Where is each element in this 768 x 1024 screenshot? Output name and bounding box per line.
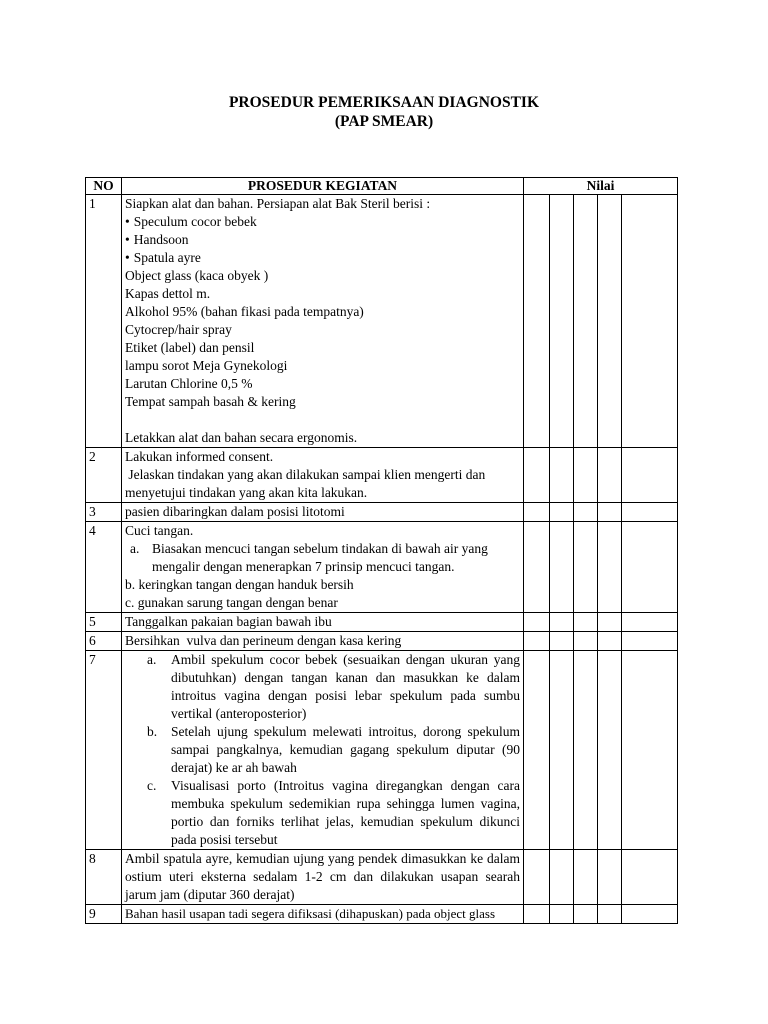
score-cell[interactable] bbox=[598, 503, 622, 522]
score-cell[interactable] bbox=[524, 522, 550, 613]
procedure-cell bbox=[122, 503, 524, 522]
sub-item bbox=[125, 540, 520, 576]
score-cell[interactable] bbox=[574, 850, 598, 905]
score-cell[interactable] bbox=[524, 905, 550, 924]
table-row bbox=[86, 905, 678, 924]
score-cell[interactable] bbox=[574, 905, 598, 924]
score-cell[interactable] bbox=[524, 195, 550, 448]
score-cell[interactable] bbox=[598, 448, 622, 503]
procedure-line: Lakukan informed consent. bbox=[125, 449, 274, 464]
table-header-row bbox=[86, 178, 678, 195]
score-cell[interactable] bbox=[622, 905, 678, 924]
procedure-line: Bersihkan vulva dan perineum dengan kasa kering bbox=[125, 633, 402, 648]
procedure-line: lampu sorot Meja Gynekologi bbox=[125, 358, 288, 373]
score-cell[interactable] bbox=[550, 632, 574, 651]
procedure-line: Etiket (label) dan pensil bbox=[125, 340, 255, 355]
header-no: NO bbox=[86, 178, 122, 195]
score-cell[interactable] bbox=[550, 195, 574, 448]
procedure-line: Siapkan alat dan bahan. Persiapan alat Bak Steril berisi : bbox=[125, 196, 431, 211]
document-header bbox=[0, 93, 768, 131]
sub-item-label: a. bbox=[130, 541, 140, 556]
table-row bbox=[86, 503, 678, 522]
procedure-line: Bahan hasil usapan tadi segera difiksasi (dihapuskan) pada object glass bbox=[125, 906, 496, 921]
procedure-line: Ambil spatula ayre, kemudian ujung yang pendek dimasukkan ke dalam ostium uteri eksterna sedalam 1-2 cm dan dilakukan usapan searah jarum jam (diputar 360 derajat) bbox=[125, 851, 520, 902]
procedure-cell bbox=[122, 632, 524, 651]
header-prosedur: PROSEDUR KEGIATAN bbox=[122, 178, 524, 195]
score-cell[interactable] bbox=[524, 613, 550, 632]
score-cell[interactable] bbox=[550, 905, 574, 924]
procedure-line: pasien dibaringkan dalam posisi litotomi bbox=[125, 504, 345, 519]
procedure-table bbox=[85, 177, 678, 924]
sub-item bbox=[125, 777, 520, 849]
score-cell[interactable] bbox=[550, 850, 574, 905]
score-cell[interactable] bbox=[524, 448, 550, 503]
procedure-line: c. gunakan sarung tangan dengan benar bbox=[125, 595, 338, 610]
score-cell[interactable] bbox=[598, 195, 622, 448]
score-cell[interactable] bbox=[622, 448, 678, 503]
score-cell[interactable] bbox=[524, 503, 550, 522]
header-nilai: Nilai bbox=[524, 178, 678, 195]
procedure-cell bbox=[122, 651, 524, 850]
score-cell[interactable] bbox=[550, 448, 574, 503]
table-row bbox=[86, 448, 678, 503]
procedure-cell bbox=[122, 448, 524, 503]
score-cell[interactable] bbox=[550, 503, 574, 522]
score-cell[interactable] bbox=[622, 195, 678, 448]
procedure-line: b. keringkan tangan dengan handuk bersih bbox=[125, 577, 354, 592]
score-cell[interactable] bbox=[598, 651, 622, 850]
score-cell[interactable] bbox=[524, 850, 550, 905]
score-cell[interactable] bbox=[598, 613, 622, 632]
document-title: PROSEDUR PEMERIKSAAN DIAGNOSTIK bbox=[228, 94, 540, 111]
score-cell[interactable] bbox=[574, 195, 598, 448]
procedure-line: Larutan Chlorine 0,5 % bbox=[125, 376, 253, 391]
procedure-cell bbox=[122, 850, 524, 905]
table-row bbox=[86, 632, 678, 651]
row-number: 6 bbox=[86, 632, 122, 651]
procedure-cell bbox=[122, 905, 524, 924]
procedure-line: Alkohol 95% (bahan fikasi pada tempatnya) bbox=[125, 304, 364, 319]
document-subtitle: (PAP SMEAR) bbox=[334, 113, 434, 130]
sub-item-text: Setelah ujung spekulum melewati introitus, dorong spekulum sampai pangkalnya, kemudian gagang spekulum diputar (90 derajat) ke ar ah bawah bbox=[171, 724, 520, 775]
score-cell[interactable] bbox=[622, 632, 678, 651]
table-row bbox=[86, 613, 678, 632]
score-cell[interactable] bbox=[574, 632, 598, 651]
score-cell[interactable] bbox=[598, 522, 622, 613]
procedure-cell bbox=[122, 613, 524, 632]
sub-item bbox=[125, 723, 520, 777]
blank-line bbox=[125, 411, 520, 429]
bullet-item: • Handsoon bbox=[125, 231, 520, 249]
sub-item-text: Visualisasi porto (Introitus vagina diregangkan dengan cara membuka spekulum sedemikian rupa sehingga lumen vagina, portio dan forniks terlihat jelas, kemudian spekulum dikunci pada posisi tersebut bbox=[171, 778, 520, 847]
score-cell[interactable] bbox=[622, 651, 678, 850]
sub-item bbox=[125, 651, 520, 723]
score-cell[interactable] bbox=[550, 613, 574, 632]
sub-item-label: c. bbox=[147, 778, 157, 793]
table-row bbox=[86, 850, 678, 905]
score-cell[interactable] bbox=[622, 503, 678, 522]
procedure-line: Object glass (kaca obyek ) bbox=[125, 268, 269, 283]
procedure-line: Jelaskan tindakan yang akan dilakukan sampai klien mengerti dan bbox=[125, 467, 486, 482]
score-cell[interactable] bbox=[574, 651, 598, 850]
score-cell[interactable] bbox=[524, 651, 550, 850]
bullet-item: • Speculum cocor bebek bbox=[125, 213, 520, 231]
score-cell[interactable] bbox=[598, 632, 622, 651]
score-cell[interactable] bbox=[622, 850, 678, 905]
procedure-line: Letakkan alat dan bahan secara ergonomis. bbox=[125, 430, 358, 445]
score-cell[interactable] bbox=[622, 613, 678, 632]
row-number: 4 bbox=[86, 522, 122, 613]
score-cell[interactable] bbox=[550, 651, 574, 850]
table-row bbox=[86, 522, 678, 613]
procedure-line: menyetujui tindakan yang akan kita lakukan. bbox=[125, 485, 368, 500]
row-number: 2 bbox=[86, 448, 122, 503]
procedure-line: Cytocrep/hair spray bbox=[125, 322, 232, 337]
procedure-line: Tanggalkan pakaian bagian bawah ibu bbox=[125, 614, 332, 629]
procedure-line: Cuci tangan. bbox=[125, 523, 194, 538]
procedure-cell bbox=[122, 195, 524, 448]
sub-item-text: Biasakan mencuci tangan sebelum tindakan di bawah air yang mengalir dengan menerapkan 7 prinsip mencuci tangan. bbox=[152, 541, 488, 574]
procedure-line: Kapas dettol m. bbox=[125, 286, 211, 301]
score-cell[interactable] bbox=[622, 522, 678, 613]
score-cell[interactable] bbox=[574, 503, 598, 522]
sub-item-label: b. bbox=[147, 724, 158, 739]
row-number: 8 bbox=[86, 850, 122, 905]
bullet-item: • Spatula ayre bbox=[125, 249, 520, 267]
row-number: 5 bbox=[86, 613, 122, 632]
row-number: 7 bbox=[86, 651, 122, 850]
table-row bbox=[86, 651, 678, 850]
row-number: 1 bbox=[86, 195, 122, 448]
score-cell[interactable] bbox=[574, 522, 598, 613]
row-number: 9 bbox=[86, 905, 122, 924]
procedure-cell bbox=[122, 522, 524, 613]
score-cell[interactable] bbox=[598, 850, 622, 905]
score-cell[interactable] bbox=[574, 448, 598, 503]
sub-item-text: Ambil spekulum cocor bebek (sesuaikan dengan ukuran yang dibutuhkan) dengan tangan kanan dan masukkan ke dalam introitus vagina dengan posisi lebar spekulum pada sumbu vertikal (anteroposterior) bbox=[171, 652, 520, 721]
sub-item-label: a. bbox=[147, 652, 157, 667]
table-row bbox=[86, 195, 678, 448]
score-cell[interactable] bbox=[598, 905, 622, 924]
score-cell[interactable] bbox=[524, 632, 550, 651]
row-number: 3 bbox=[86, 503, 122, 522]
procedure-line: Tempat sampah basah & kering bbox=[125, 394, 296, 409]
score-cell[interactable] bbox=[574, 613, 598, 632]
score-cell[interactable] bbox=[550, 522, 574, 613]
